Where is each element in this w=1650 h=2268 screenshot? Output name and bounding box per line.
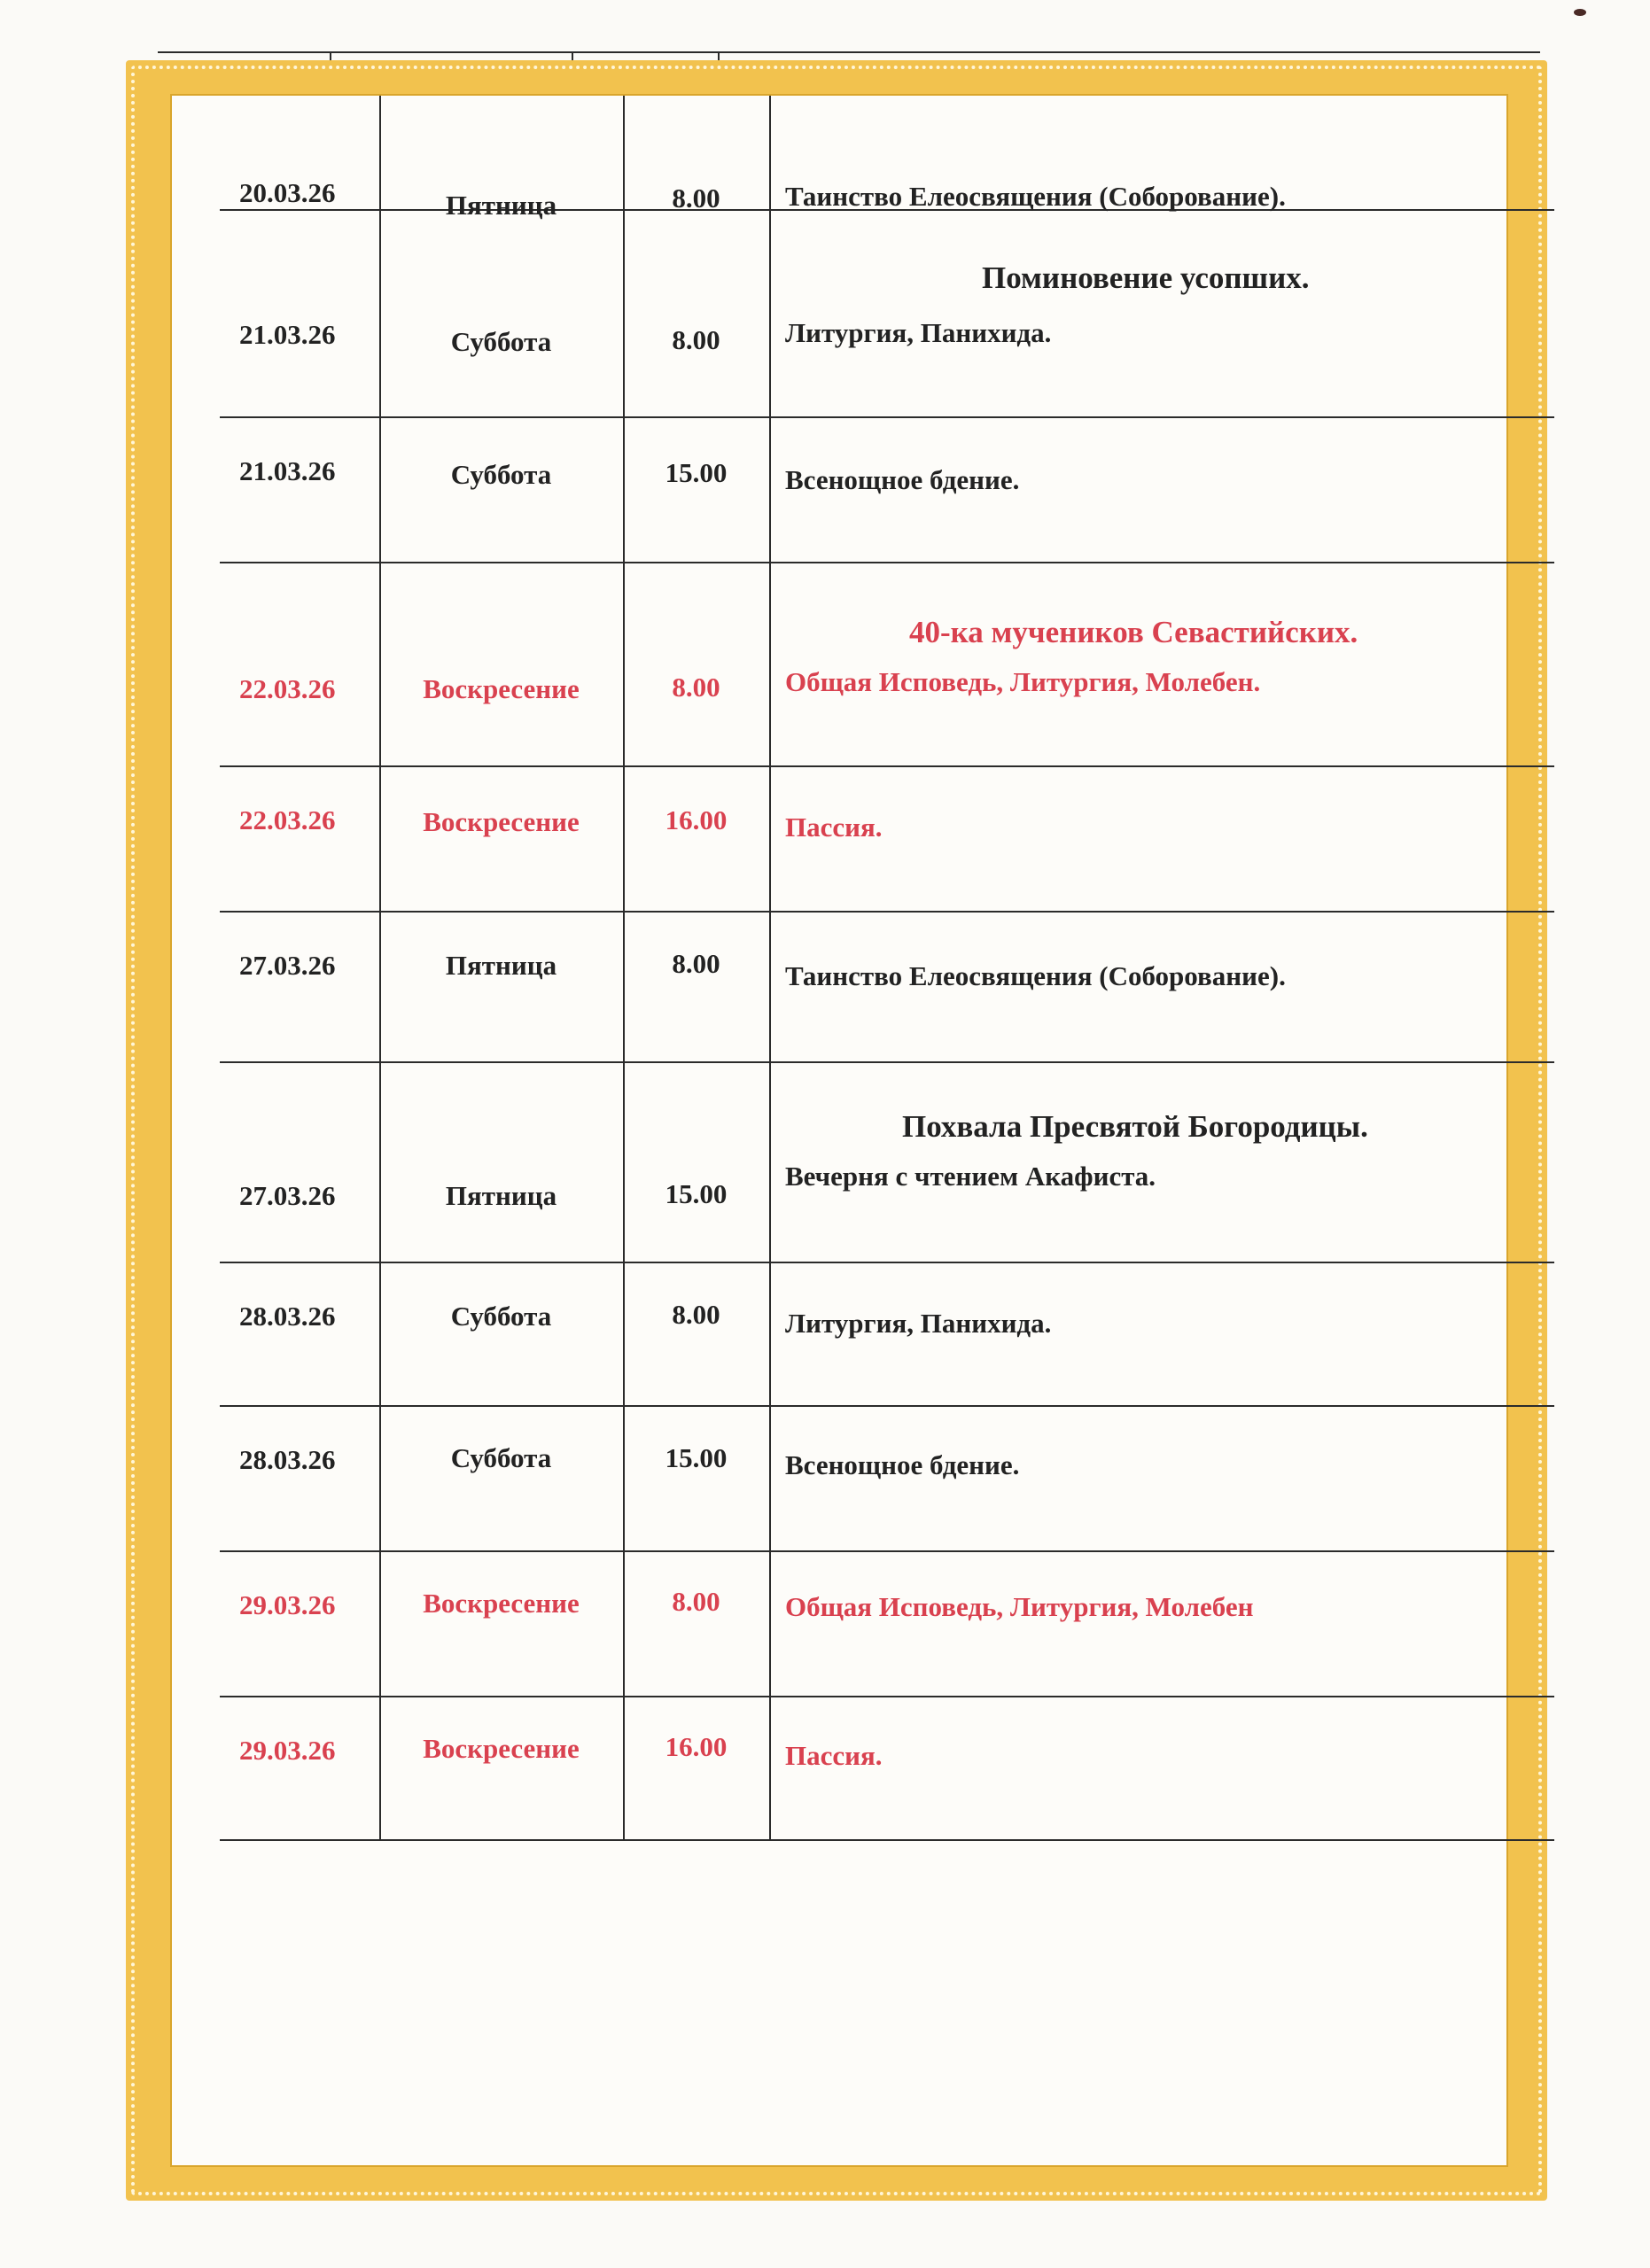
table-row (220, 1263, 1554, 1407)
date-cell (220, 96, 381, 209)
table-row (220, 767, 1554, 913)
day-cell (379, 1697, 625, 1839)
day-text: Воскресение (423, 1733, 580, 1764)
day-text: Суббота (450, 1301, 552, 1332)
date-text: 29.03.26 (239, 1735, 336, 1766)
decorative-frame (126, 60, 1547, 2201)
date-text: 21.03.26 (239, 455, 336, 486)
date-cell (220, 1063, 381, 1262)
time-cell (623, 96, 771, 214)
time-cell (623, 1063, 771, 1262)
service-cell (769, 418, 1554, 562)
date-text: 20.03.26 (239, 177, 336, 208)
day-text: Суббота (450, 459, 552, 490)
service-cell (769, 96, 1554, 212)
service-cell (769, 767, 1554, 911)
service-cell (769, 913, 1554, 1061)
service-cell (769, 1407, 1554, 1550)
time-text: 16.00 (665, 1731, 728, 1762)
top-tick (718, 51, 720, 60)
date-text: 22.03.26 (239, 673, 336, 704)
date-text: 28.03.26 (239, 1444, 336, 1475)
time-text: 16.00 (665, 804, 728, 835)
day-cell (379, 211, 625, 416)
table-row (220, 418, 1554, 563)
day-text: Воскресение (423, 1588, 580, 1619)
date-text: 22.03.26 (239, 804, 336, 835)
day-cell (379, 418, 625, 562)
service-cell (769, 1697, 1554, 1839)
table-row (220, 96, 1554, 221)
service-cell (769, 563, 1554, 765)
date-text: 28.03.26 (239, 1301, 336, 1332)
date-cell (220, 563, 381, 765)
service-cell (769, 1552, 1554, 1696)
time-cell (623, 211, 771, 416)
service-text: Всенощное бдение. (785, 464, 1020, 495)
date-cell (220, 1263, 381, 1405)
time-text: 8.00 (672, 1299, 720, 1330)
table-row (220, 1552, 1554, 1697)
table-row (220, 1697, 1554, 1841)
service-cell (769, 1063, 1554, 1262)
table-row (220, 563, 1554, 767)
service-text: Вечерня с чтением Акафиста. (785, 1161, 1156, 1192)
date-cell (220, 211, 381, 416)
time-text: 8.00 (672, 672, 720, 703)
top-tick (330, 51, 331, 60)
page-content (170, 94, 1508, 2167)
feast-title: Поминовение усопших. (982, 260, 1310, 295)
service-text: Таинство Елеосвящения (Соборование). (785, 960, 1286, 991)
table-row (220, 211, 1554, 418)
top-rule (158, 51, 1540, 53)
day-cell (379, 1552, 625, 1696)
feast-title: Похвала Пресвятой Богородицы. (902, 1109, 1368, 1144)
day-cell (379, 913, 625, 1061)
time-text: 8.00 (672, 1586, 720, 1617)
service-text: Литургия, Панихида. (785, 1308, 1052, 1339)
date-cell (220, 767, 381, 911)
day-cell (379, 1263, 625, 1405)
day-cell (379, 767, 625, 911)
service-cell (769, 211, 1554, 416)
service-text: Пассия. (785, 1740, 883, 1771)
date-text: 29.03.26 (239, 1589, 336, 1620)
date-text: 27.03.26 (239, 1180, 336, 1211)
table-row (220, 1063, 1554, 1263)
service-text: Всенощное бдение. (785, 1449, 1020, 1480)
service-cell (769, 1263, 1554, 1405)
day-cell (379, 1063, 625, 1262)
date-cell (220, 1697, 381, 1839)
date-cell (220, 1552, 381, 1696)
service-text: Пассия. (785, 812, 883, 843)
time-text: 8.00 (672, 948, 720, 979)
date-cell (220, 913, 381, 1061)
time-text: 15.00 (665, 1178, 728, 1209)
time-cell (623, 1697, 771, 1839)
table-row (220, 913, 1554, 1063)
time-cell (623, 1407, 771, 1550)
time-text: 15.00 (665, 1442, 728, 1473)
time-text: 15.00 (665, 457, 728, 488)
service-text: Общая Исповедь, Литургия, Молебен (785, 1591, 1254, 1622)
table-row (220, 1407, 1554, 1552)
day-text: Воскресение (423, 673, 580, 704)
schedule-table (220, 96, 1554, 1841)
date-cell (220, 1407, 381, 1550)
service-text: Литургия, Панихида. (785, 317, 1052, 348)
day-text: Воскресение (423, 806, 580, 837)
time-cell (623, 767, 771, 911)
service-text: Общая Исповедь, Литургия, Молебен. (785, 666, 1261, 697)
top-tick (572, 51, 573, 60)
day-cell (379, 1407, 625, 1550)
day-text: Пятница (445, 190, 557, 221)
day-cell (379, 563, 625, 765)
date-text: 21.03.26 (239, 319, 336, 350)
time-cell (623, 563, 771, 765)
date-text: 27.03.26 (239, 950, 336, 981)
time-cell (623, 913, 771, 1061)
scan-mark (1574, 9, 1586, 16)
time-cell (623, 1552, 771, 1696)
time-cell (623, 418, 771, 562)
day-text: Пятница (445, 1180, 557, 1211)
day-cell (379, 96, 625, 221)
day-text: Суббота (450, 1442, 552, 1473)
day-text: Пятница (445, 950, 557, 981)
feast-title: 40-ка мучеников Севастийских. (909, 615, 1358, 649)
time-text: 8.00 (672, 183, 720, 214)
time-text: 8.00 (672, 324, 720, 355)
day-text: Суббота (450, 326, 552, 357)
time-cell (623, 1263, 771, 1405)
date-cell (220, 418, 381, 562)
service-text: Таинство Елеосвящения (Соборование). (785, 181, 1286, 212)
